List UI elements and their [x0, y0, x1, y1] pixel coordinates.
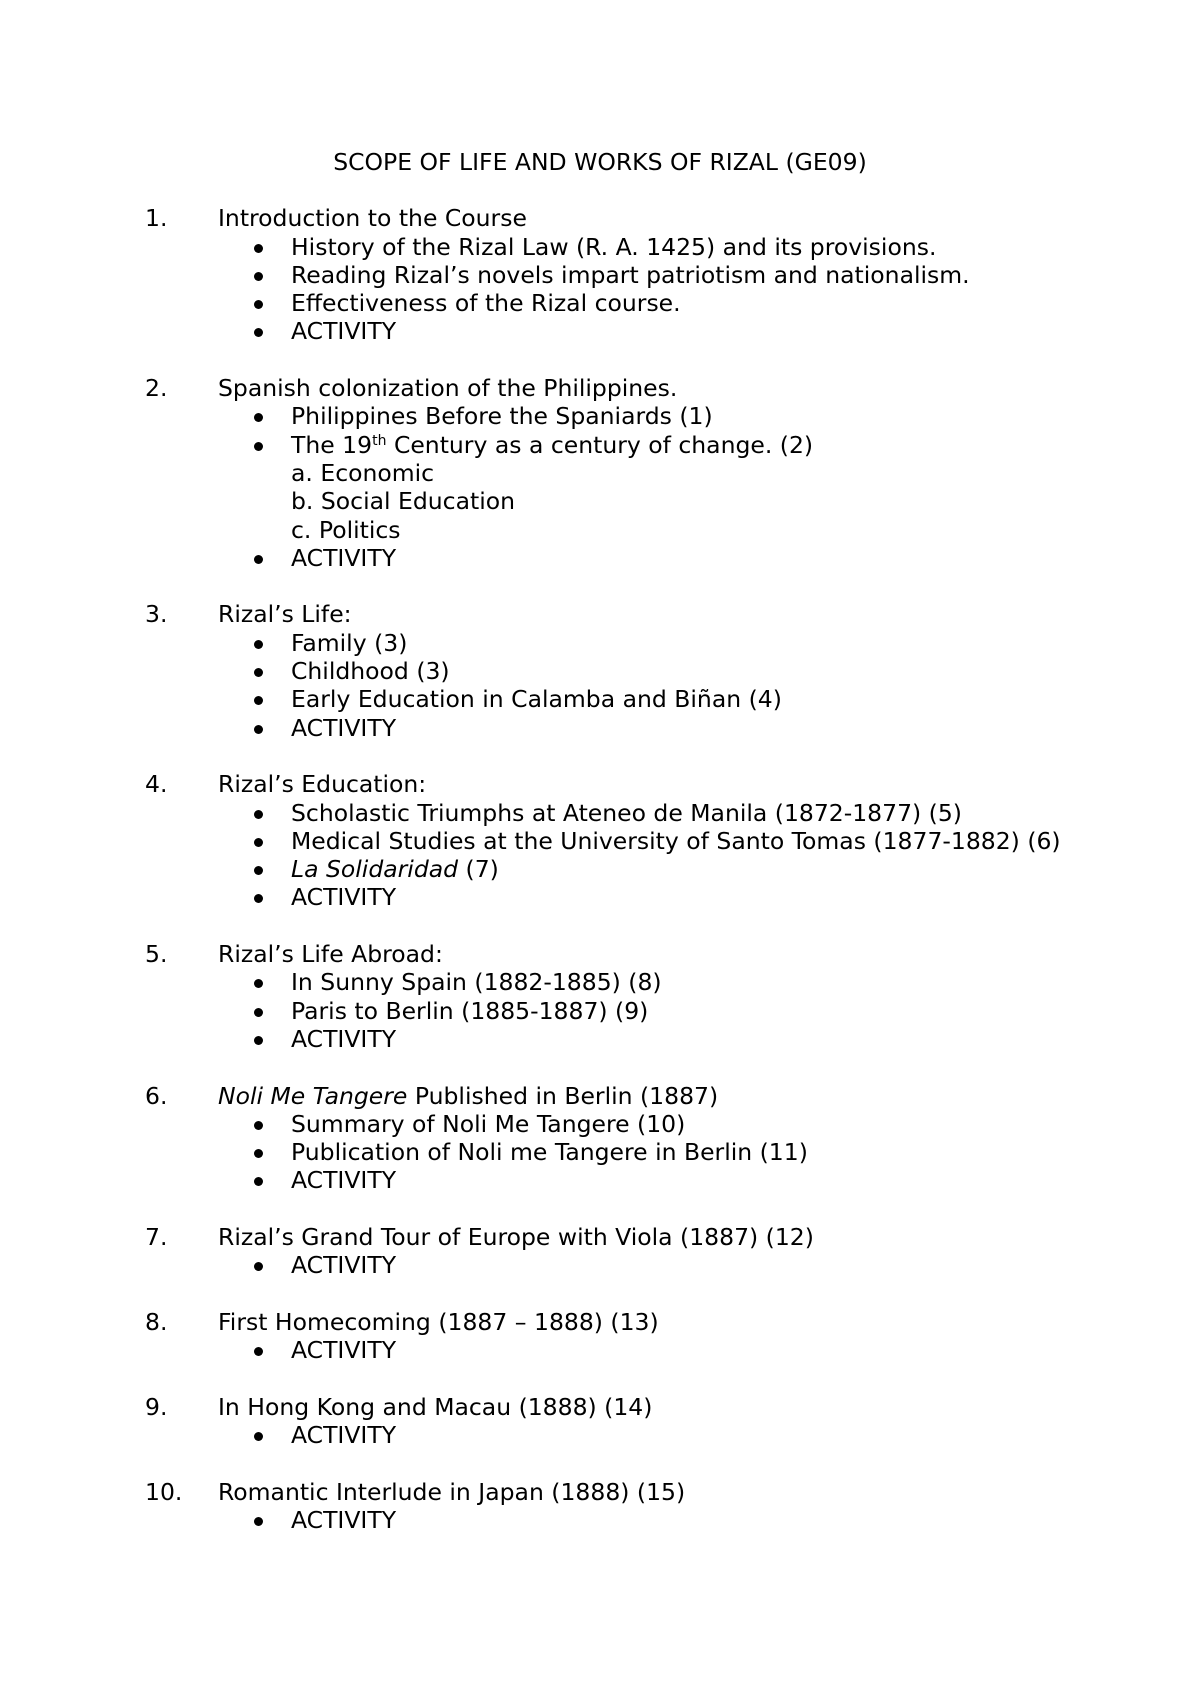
bullet-icon [254, 866, 263, 875]
bullet-icon [254, 640, 263, 649]
list-item: ACTIVITY [218, 1025, 1200, 1053]
bullet-icon [254, 442, 263, 451]
bullet-icon [254, 725, 263, 734]
list-item: Medical Studies at the University of Santo Tomas (1877-1882) (6) [218, 827, 1141, 855]
bullet-icon [254, 272, 263, 281]
bullet-list [218, 1110, 1200, 1195]
sub-item: a. Economic [291, 458, 435, 487]
bullet-icon [254, 300, 263, 309]
list-item: ACTIVITY [218, 1166, 1200, 1194]
bullet-icon [254, 894, 263, 903]
section-heading: Introduction to the Course [218, 204, 527, 233]
section-number: 7. [145, 1222, 168, 1251]
list-item: Publication of Noli me Tangere in Berlin (11) [218, 1138, 1200, 1166]
bullet-icon [254, 1177, 263, 1186]
list-item: Effectiveness of the Rizal course. [218, 289, 1200, 317]
section-heading: Rizal’s Life: [218, 600, 352, 629]
bullet-list [218, 968, 1200, 1053]
bullet-icon [254, 555, 263, 564]
list-item: ACTIVITY [218, 883, 1200, 911]
bullet-list [218, 629, 1200, 742]
section-5 [0, 940, 1200, 1053]
section-heading: Romantic Interlude in Japan (1888) (15) [218, 1477, 686, 1506]
bullet-list [218, 1251, 1200, 1279]
list-item: Family (3) [218, 629, 1200, 657]
list-item: Philippines Before the Spaniards (1) [218, 402, 1200, 430]
list-item: Paris to Berlin (1885-1887) (9) [218, 997, 1200, 1025]
bullet-icon [254, 979, 263, 988]
bullet-icon [254, 668, 263, 677]
section-heading: Rizal’s Grand Tour of Europe with Viola (1887) (12) [218, 1222, 814, 1251]
section-number: 2. [145, 374, 168, 403]
bullet-icon [254, 1517, 263, 1526]
section-2 [0, 374, 1200, 572]
section-6 [0, 1082, 1200, 1195]
list-item: Early Education in Calamba and Biñan (4) [218, 685, 1200, 713]
document-title: SCOPE OF LIFE AND WORKS OF RIZAL (GE09) [333, 148, 867, 176]
bullet-icon [254, 1262, 263, 1271]
list-item: ACTIVITY [218, 1421, 1200, 1449]
section-number: 10. [145, 1477, 183, 1506]
bullet-icon [254, 696, 263, 705]
bullet-list [218, 402, 1200, 459]
document-page [0, 148, 1200, 1534]
bullet-list [218, 233, 1200, 346]
section-number: 1. [145, 204, 168, 233]
list-item: Childhood (3) [218, 657, 1200, 685]
section-9 [0, 1393, 1200, 1450]
list-item: ACTIVITY [218, 1506, 1200, 1534]
bullet-list [218, 1506, 1200, 1534]
bullet-icon [254, 838, 263, 847]
list-item: In Sunny Spain (1882-1885) (8) [218, 968, 1200, 996]
list-item: ACTIVITY [218, 317, 1200, 345]
section-number: 6. [145, 1081, 168, 1110]
list-item: ACTIVITY [218, 1336, 1200, 1364]
section-number: 8. [145, 1307, 168, 1336]
section-heading: Rizal’s Life Abroad: [218, 940, 443, 969]
section-7 [0, 1223, 1200, 1280]
section-number: 9. [145, 1392, 168, 1421]
section-number: 4. [145, 770, 168, 799]
section-heading: First Homecoming (1887 – 1888) (13) [218, 1307, 659, 1336]
bullet-icon [254, 1036, 263, 1045]
bullet-icon [254, 1149, 263, 1158]
bullet-list [218, 544, 1200, 572]
section-heading: Spanish colonization of the Philippines. [218, 374, 678, 403]
sub-item: c. Politics [291, 515, 401, 544]
section-number: 5. [145, 940, 168, 969]
bullet-icon [254, 244, 263, 253]
list-item: La Solidaridad (7) [218, 855, 1200, 883]
bullet-icon [254, 810, 263, 819]
section-10 [0, 1478, 1200, 1535]
bullet-icon [254, 1121, 263, 1130]
list-item: ACTIVITY [218, 544, 1200, 572]
section-1 [0, 204, 1200, 345]
bullet-icon [254, 1347, 263, 1356]
list-item: ACTIVITY [218, 714, 1200, 742]
section-3 [0, 600, 1200, 741]
list-item: The 19th Century as a century of change. (2) [218, 431, 1200, 459]
bullet-icon [254, 1432, 263, 1441]
section-heading: In Hong Kong and Macau (1888) (14) [218, 1392, 653, 1421]
section-number: 3. [145, 600, 168, 629]
section-heading: Noli Me Tangere Published in Berlin (1887) [218, 1081, 719, 1110]
bullet-icon [254, 328, 263, 337]
bullet-list [218, 1421, 1200, 1449]
list-item: Reading Rizal’s novels impart patriotism and nationalism. [218, 261, 1200, 289]
bullet-list [218, 1336, 1200, 1364]
list-item: History of the Rizal Law (R. A. 1425) and its provisions. [218, 233, 1200, 261]
list-item: Summary of Noli Me Tangere (10) [218, 1110, 1200, 1138]
list-item: ACTIVITY [218, 1251, 1200, 1279]
section-4 [0, 770, 1200, 911]
section-heading: Rizal’s Education: [218, 770, 427, 799]
list-item: Scholastic Triumphs at Ateneo de Manila (1872-1877) (5) [218, 799, 1200, 827]
bullet-list [218, 799, 1200, 912]
sub-list [218, 459, 1200, 544]
bullet-icon [254, 1008, 263, 1017]
bullet-icon [254, 413, 263, 422]
section-8 [0, 1308, 1200, 1365]
sub-item: b. Social Education [291, 487, 515, 516]
